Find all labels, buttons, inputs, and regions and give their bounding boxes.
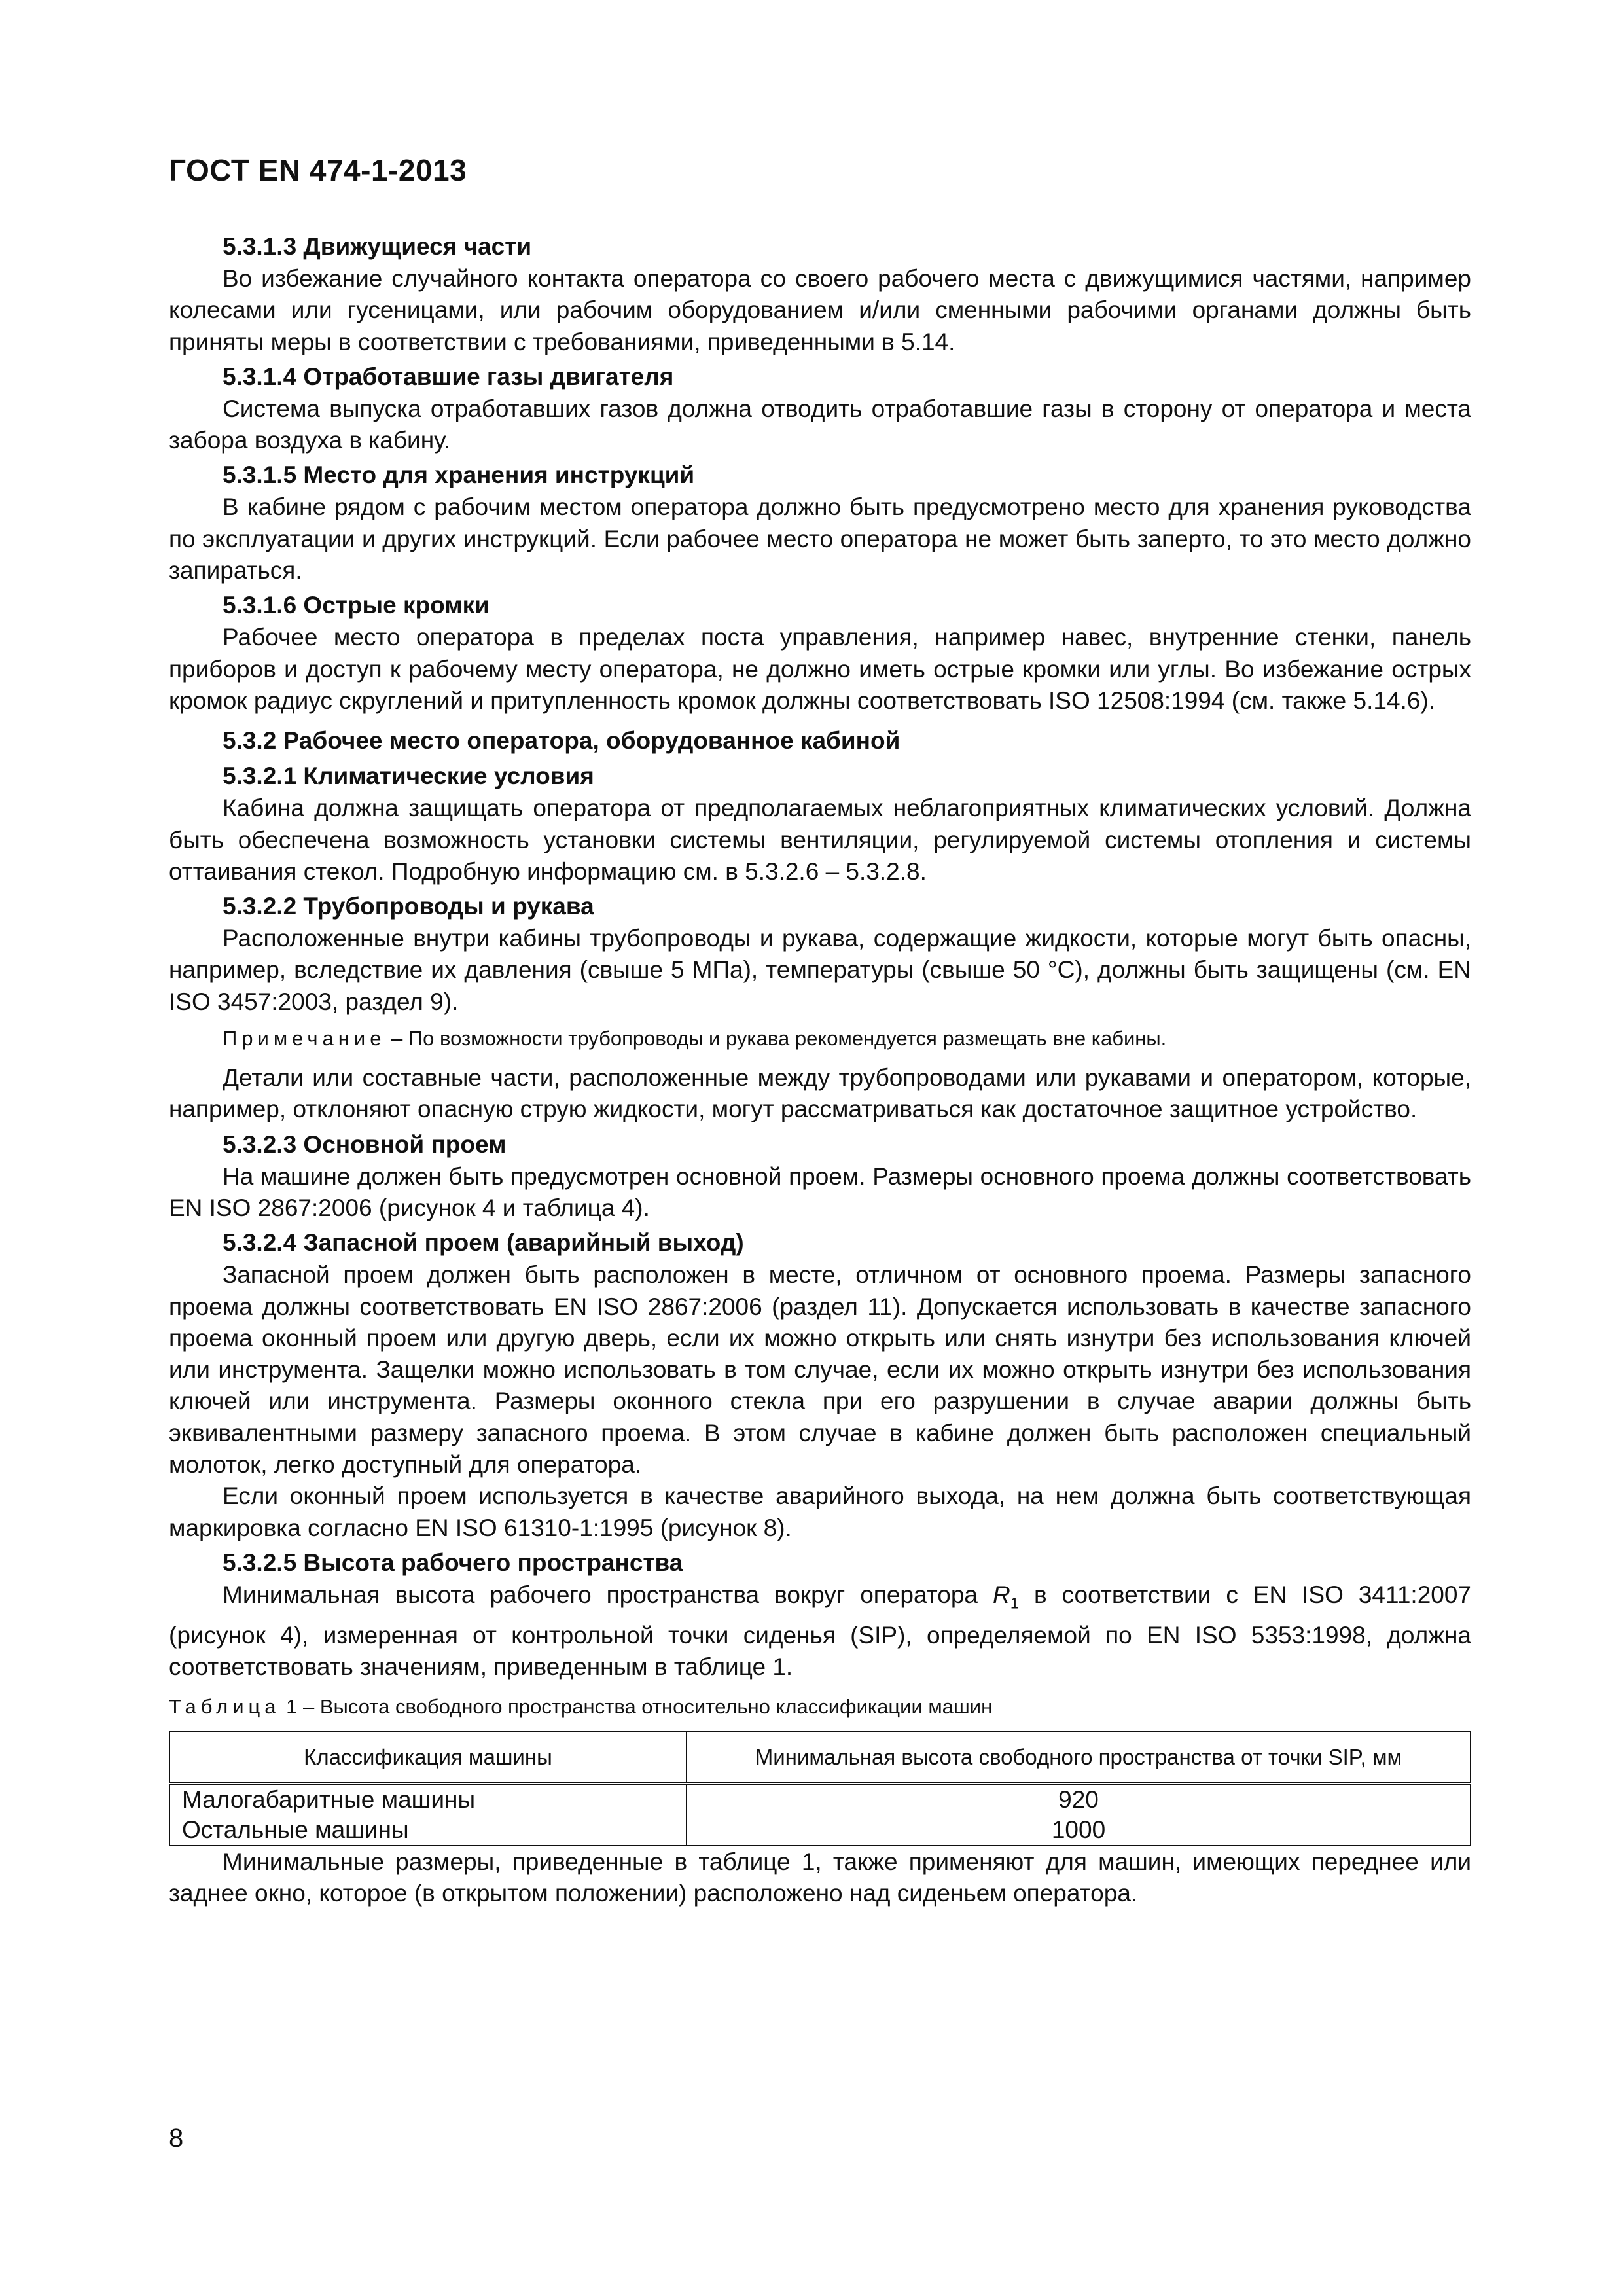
section-text-5-3-1-5: В кабине рядом с рабочим местом оператора должно быть предусмотрено место для хранения руководства по эксплуатации и других инструкций. Если рабочее место оператора не может быть заперто, то это место должно запираться.: [169, 493, 1471, 584]
section-title-5-3-1-3: 5.3.1.3 Движущиеся части: [223, 233, 532, 260]
closing-paragraph: Минимальные размеры, приведенные в таблице 1, также применяют для машин, имеющих переднее или заднее окно, которое (в открытом положении) расположено над сиденьем оператора.: [169, 1848, 1471, 1907]
operator-symbol: R: [992, 1581, 1010, 1608]
section-text-5-3-2-1: Кабина должна защищать оператора от предполагаемых неблагоприятных климатических условий. Должна быть обеспечена возможность установки системы вентиляции, регулируемой системы отопления и системы оттаивания стекол. Подробную информацию см. в 5.3.2.6 – 5.3.2.8.: [169, 795, 1471, 885]
note: [169, 1023, 1471, 1054]
table-caption: [169, 1692, 1471, 1722]
note-lead: Примечание: [223, 1027, 386, 1050]
section-text-5-3-2-5-part1: Минимальная высота рабочего пространства вокруг оператора: [223, 1581, 993, 1608]
section-title-5-3-2-4: 5.3.2.4 Запасной проем (аварийный выход): [223, 1229, 744, 1257]
section-text-5-3-2-5-part2: в соответствии с EN ISO 3411:2007 (рисунок 4), измеренная от контрольной точки сиденья (SIP), определяемой по EN ISO 5353:1998, должна соответствовать значениям, приведенным в таблице 1.: [169, 1581, 1471, 1680]
clearance-table: [169, 1731, 1471, 1846]
note-text: – По возможности трубопроводы и рукава рекомендуется размещать вне кабины.: [385, 1027, 1167, 1050]
operator-symbol-subscript: 1: [1010, 1594, 1020, 1613]
section-title-5-3-2-5: 5.3.2.5 Высота рабочего пространства: [223, 1549, 683, 1576]
document-body: [169, 230, 1471, 1910]
document-page: [169, 0, 1471, 2296]
section-text-5-3-1-3: Во избежание случайного контакта оператора со своего рабочего места с движущимися частями, например колесами или гусеницами, или рабочим оборудованием и/или сменными рабочими органами должны быть приняты меры в соответствии с требованиями, приведенными в 5.14.: [169, 265, 1471, 355]
page-number: 8: [169, 2124, 184, 2153]
section-text-5-3-2-3: На машине должен быть предусмотрен основной проем. Размеры основного проема должны соответствовать EN ISO 2867:2006 (рисунок 4 и таблица 4).: [169, 1162, 1471, 1221]
section-title-5-3-1-5: 5.3.1.5 Место для хранения инструкций: [223, 461, 695, 489]
table-row: [169, 1815, 1471, 1846]
section-title-5-3-2: 5.3.2 Рабочее место оператора, оборудованное кабиной: [223, 727, 901, 755]
section-title-5-3-2-3: 5.3.2.3 Основной проем: [223, 1130, 507, 1158]
document-header: ГОСТ EN 474-1-2013: [169, 153, 467, 187]
section-title-5-3-2-1: 5.3.2.1 Климатические условия: [223, 762, 594, 790]
table-row: [169, 1784, 1471, 1815]
table-cell-min-height: 1000: [687, 1815, 1471, 1846]
table-header-classification: Классификация машины: [169, 1732, 687, 1784]
section-text-5-3-2-4-continued: Если оконный проем используется в качестве аварийного выхода, на нем должна быть соответствующая маркировка согласно EN ISO 61310-1:1995 (рисунок 8).: [169, 1482, 1471, 1541]
section-title-5-3-1-4: 5.3.1.4 Отработавшие газы двигателя: [223, 363, 674, 390]
section-text-5-3-2-4: Запасной проем должен быть расположен в месте, отличном от основного проема. Размеры запасного проема должны соответствовать EN ISO 2867:2006 (раздел 11). Допускается использовать в качестве запасного проема оконный проем или другую дверь, если их можно открыть или снять изнутри без использования ключей или инструмента. Защелки можно использовать в том случае, если их можно открыть изнутри без использования ключей или инструмента. Размеры оконного стекла при его разрушении в случае аварии должны быть эквивалентными размеру запасного проема. В этом случае в кабине должен быть расположен специальный молоток, легко доступный для оператора.: [169, 1261, 1471, 1479]
section-title-5-3-2-2: 5.3.2.2 Трубопроводы и рукава: [223, 893, 594, 920]
table-cell-min-height: 920: [687, 1784, 1471, 1815]
table-caption-text: 1 – Высота свободного пространства относительно классификации машин: [280, 1695, 993, 1719]
section-text-5-3-1-6: Рабочее место оператора в пределах поста управления, например навес, внутренние стенки, панель приборов и доступ к рабочему месту оператора, не должно иметь острые кромки или углы. Во избежание острых кромок радиус скруглений и притупленность кромок должны соответствовать ISO 12508:1994 (см. также 5.14.6).: [169, 624, 1471, 714]
section-text-5-3-1-4: Система выпуска отработавших газов должна отводить отработавшие газы в сторону от оператора и места забора воздуха в кабину.: [169, 395, 1471, 454]
section-title-5-3-1-6: 5.3.1.6 Острые кромки: [223, 592, 490, 619]
table-header-min-height: Минимальная высота свободного пространства от точки SIP, мм: [687, 1732, 1471, 1784]
table-caption-lead: Таблица: [169, 1695, 281, 1719]
section-text-5-3-2-5: [169, 1579, 1471, 1683]
section-text-5-3-2-2: Расположенные внутри кабины трубопроводы и рукава, содержащие жидкости, которые могут быть опасны, например, вследствие их давления (свыше 5 МПа), температуры (свыше 50 °С), должны быть защищены (см. EN ISO 3457:2003, раздел 9).: [169, 925, 1471, 1015]
table-cell-machine-class: Малогабаритные машины: [169, 1784, 687, 1815]
table-header-row: [169, 1732, 1471, 1784]
section-text-5-3-2-2-continued: Детали или составные части, расположенные между трубопроводами или рукавами и оператором, которые, например, отклоняют опасную струю жидкости, могут рассматриваться как достаточное защитное устройство.: [169, 1064, 1471, 1123]
table-cell-machine-class: Остальные машины: [169, 1815, 687, 1846]
